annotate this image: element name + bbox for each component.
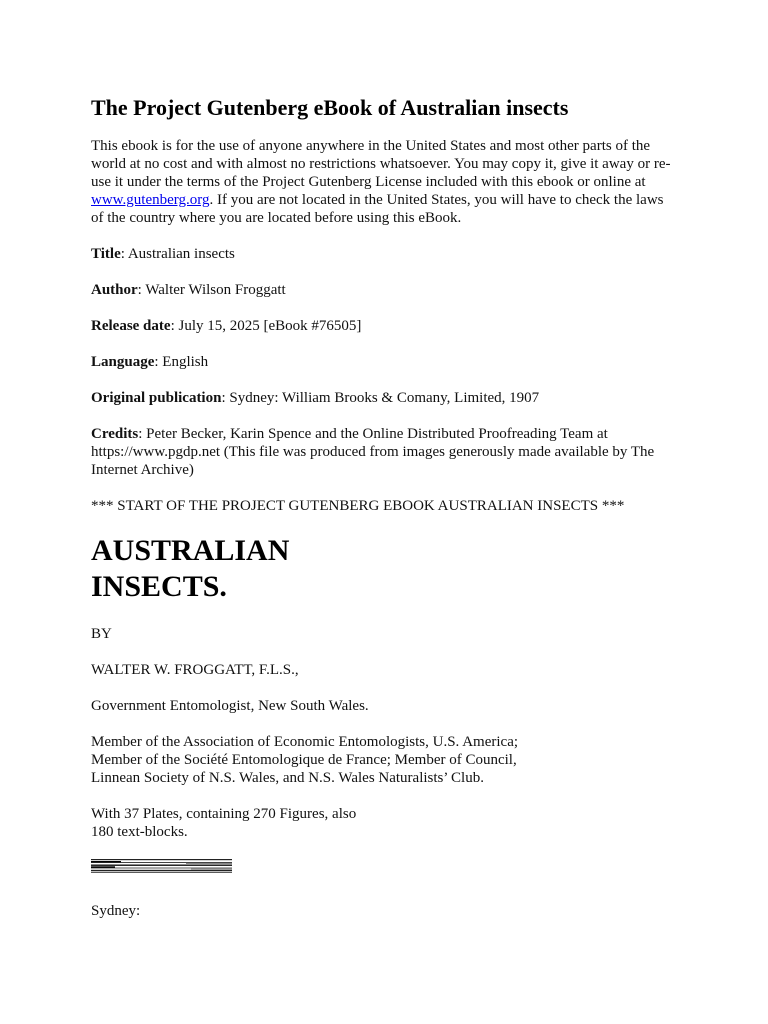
meta-author-value: : Walter Wilson Froggatt — [137, 282, 286, 298]
meta-release-date — [91, 317, 679, 335]
meta-credits-label: Credits — [91, 426, 139, 442]
start-marker: *** START OF THE PROJECT GUTENBERG EBOOK AUSTRALIAN INSECTS *** — [91, 498, 625, 514]
book-plates — [91, 805, 679, 841]
ornamental-rule-image — [91, 859, 232, 873]
meta-original-publication-label: Original publication — [91, 390, 222, 406]
meta-credits — [91, 425, 679, 479]
book-place: Sydney: — [91, 903, 141, 919]
meta-title — [91, 245, 679, 263]
intro-text-before: This ebook is for the use of anyone anywhere in the United States and most other parts of the world at no cost and with almost no restrictions whatsoever. You may copy it, give it away or re-use it under the terms of the Project Gutenberg License included with this ebook or online at — [91, 138, 671, 190]
document-page — [91, 94, 679, 938]
book-author: WALTER W. FROGGATT, F.L.S., — [91, 662, 299, 678]
meta-credits-value: : Peter Becker, Karin Spence and the Online Distributed Proofreading Team at https://www.pgdp.net (This file was produced from images generously made available by The Internet Archive) — [91, 426, 655, 478]
plates-line: 180 text-blocks. — [91, 824, 188, 840]
membership-line: Member of the Société Entomologique de France; Member of Council, — [91, 752, 517, 768]
meta-release-date-label: Release date — [91, 318, 171, 334]
meta-original-publication-value: : Sydney: William Brooks & Comany, Limited, 1907 — [221, 390, 540, 406]
book-author-position: Government Entomologist, New South Wales. — [91, 698, 369, 714]
meta-author — [91, 281, 679, 299]
book-by: BY — [91, 626, 112, 642]
book-memberships — [91, 733, 679, 787]
meta-language-value: : English — [154, 354, 209, 370]
book-title: AUSTRALIAN INSECTS. — [91, 534, 290, 603]
meta-release-date-value: : July 15, 2025 [eBook #76505] — [170, 318, 362, 334]
intro-text-after: . If you are not located in the United States, you will have to check the laws of the country where you are located before using this eBook. — [91, 192, 664, 226]
meta-original-publication — [91, 389, 679, 407]
plates-line: With 37 Plates, containing 270 Figures, also — [91, 806, 357, 822]
membership-line: Linnean Society of N.S. Wales, and N.S. Wales Naturalists’ Club. — [91, 770, 484, 786]
membership-line: Member of the Association of Economic Entomologists, U.S. America; — [91, 734, 519, 750]
meta-language-label: Language — [91, 354, 155, 370]
gutenberg-link[interactable]: www.gutenberg.org — [91, 192, 210, 208]
meta-language — [91, 353, 679, 371]
page-title: The Project Gutenberg eBook of Australian insects — [91, 95, 569, 120]
intro-paragraph — [91, 137, 679, 227]
meta-title-value: : Australian insects — [120, 246, 235, 262]
meta-title-label: Title — [91, 246, 121, 262]
meta-author-label: Author — [91, 282, 138, 298]
